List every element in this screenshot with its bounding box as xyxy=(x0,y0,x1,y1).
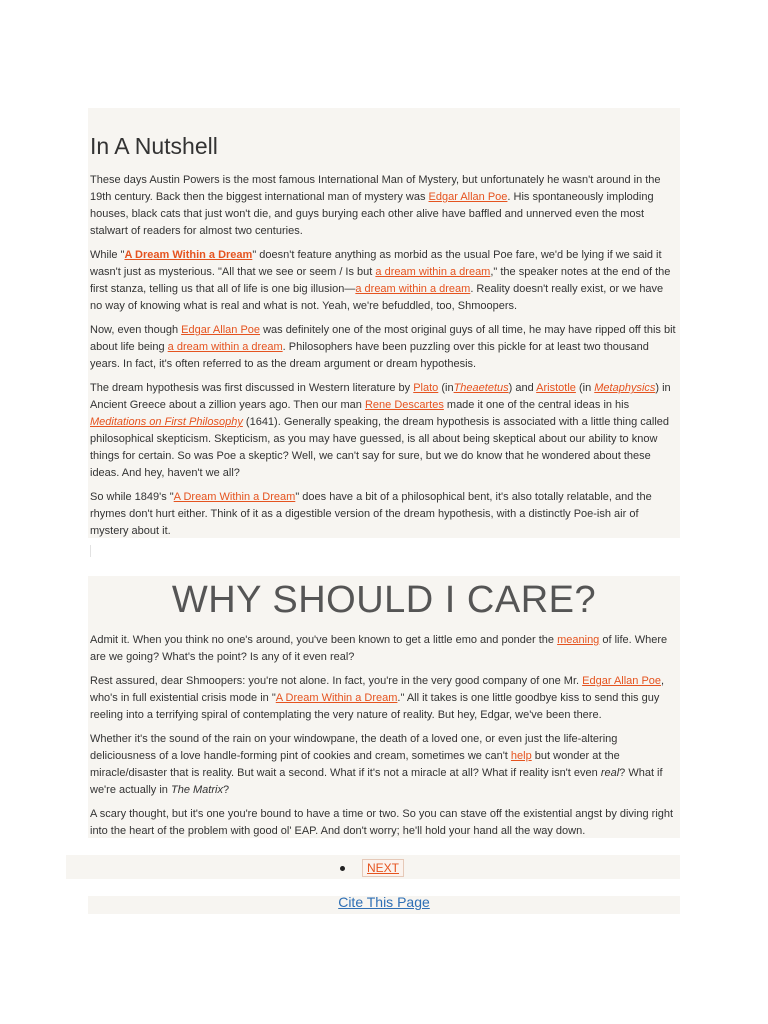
text-run: A scary thought, but it's one you're bound to have a time or two. So you can stave off the existential angst by diving right into the heart of the problem with good ol' EAP. And don't worry; he'll hold your hand all the way down. xyxy=(90,808,674,837)
pagination-list xyxy=(340,859,404,877)
link-meaning[interactable]: meaning xyxy=(557,634,600,646)
text-run: Rest assured, dear Shmoopers: you're not alone. In fact, you're in the very good company of one Mr. xyxy=(90,675,583,687)
nutshell-paragraph-1 xyxy=(90,172,678,240)
text-run: ) and xyxy=(508,382,537,394)
list-bullet-icon xyxy=(340,866,345,871)
cite-bar xyxy=(88,896,680,914)
text-run: While " xyxy=(90,249,125,261)
text-run: Now, even though xyxy=(90,324,182,336)
text-run: ." All it takes is one little goodbye kiss to send this guy reeling into a terrifying spiral of contemplating the very nature of reality. But hey, Edgar, we've been there. xyxy=(90,692,660,721)
care-paragraph-1 xyxy=(90,632,678,666)
in-a-nutshell-section xyxy=(88,108,680,538)
link-a-dream-within-a-dream-title[interactable]: A Dream Within a Dream xyxy=(124,249,253,261)
care-paragraph-2 xyxy=(90,673,678,724)
text-run: . His spontaneously imploding houses, black cats that just won't die, and guys burying each other alive have baffled and unnerved even the most stalwart of readers for almost two centuries. xyxy=(90,191,654,237)
nutshell-paragraph-5 xyxy=(90,489,678,540)
text-run: of life. Where are we going? What's the point? Is any of it even real? xyxy=(90,634,668,663)
cite-this-page-link[interactable]: Cite This Page xyxy=(338,894,430,910)
care-paragraph-3 xyxy=(90,731,678,799)
text-run: made it one of the central ideas in his xyxy=(443,399,630,411)
text-run: was definitely one of the most original guys of all time, he may have ripped off this bit about life being xyxy=(90,324,676,353)
link-a-dream-within-a-dream[interactable]: a dream within a dream xyxy=(167,341,283,353)
text-run: (in xyxy=(575,382,595,394)
link-aristotle[interactable]: Aristotle xyxy=(536,382,576,394)
nutshell-paragraph-4 xyxy=(90,380,678,482)
care-heading: WHY SHOULD I CARE? xyxy=(171,579,597,621)
link-help[interactable]: help xyxy=(510,750,532,762)
text-run: ," the speaker notes at the end of the first stanza, telling us that all of life is one big illusion— xyxy=(90,266,671,295)
link-a-dream-within-a-dream[interactable]: A Dream Within a Dream xyxy=(275,692,398,704)
link-metaphysics[interactable]: Metaphysics xyxy=(594,382,656,394)
link-a-dream-within-a-dream[interactable]: a dream within a dream xyxy=(375,266,491,278)
text-run: ) in Ancient Greece about a zillion years ago. Then our man xyxy=(90,382,671,411)
link-a-dream-within-a-dream[interactable]: a dream within a dream xyxy=(355,283,471,295)
nutshell-paragraph-2 xyxy=(90,247,678,315)
text-run: These days Austin Powers is the most famous International Man of Mystery, but unfortunately he wasn't around in the 19th century. Back then the biggest international man of mystery was xyxy=(90,174,661,203)
text-run: " does have a bit of a philosophical bent, it's also totally relatable, and the rhymes don't hurt either. Think of it as a digestible version of the dream hypothesis, with a distinctly Poe-ish air of mystery about it. xyxy=(90,491,652,537)
text-run: (1641). Generally speaking, the dream hypothesis is associated with a little thing called philosophical skepticism. Skepticism, as you may have guessed, is all about being skeptical about our ability to know things for certain. So was Poe a skeptic? Well, we can't say for sure, but we do know that he wondered about these ideas. And hey, haven't we all? xyxy=(90,416,670,479)
text-run: , who's in full existential crisis mode in " xyxy=(90,675,665,704)
text-run: So while 1849's " xyxy=(90,491,174,503)
why-should-i-care-section xyxy=(88,576,680,838)
text-run: . Reality doesn't really exist, or we have no way of knowing what is real and what is not. Yeah, we're befuddled, too, Shmoopers. xyxy=(90,283,664,312)
link-rene-descartes[interactable]: Rene Descartes xyxy=(364,399,444,411)
link-meditations-on-first-philosophy[interactable]: Meditations on First Philosophy xyxy=(90,416,243,428)
text-run: . Philosophers have been puzzling over this pickle for at least two thousand years. In fact, it's often referred to as the dream argument or dream hypothesis. xyxy=(90,341,649,370)
pagination-nav xyxy=(66,855,680,879)
text-run: (in xyxy=(438,382,454,394)
emphasis-the-matrix: The Matrix xyxy=(170,784,223,796)
text-run: " doesn't feature anything as morbid as the usual Poe fare, we'd be lying if we said it wasn't just as mysterious. "All that we see or seem / Is but xyxy=(90,249,662,278)
link-edgar-allan-poe[interactable]: Edgar Allan Poe xyxy=(428,191,508,203)
link-edgar-allan-poe[interactable]: Edgar Allan Poe xyxy=(582,675,662,687)
care-paragraph-4 xyxy=(90,806,678,840)
text-run: ? xyxy=(222,784,230,796)
link-theaetetus[interactable]: Theaetetus xyxy=(453,382,509,394)
next-button[interactable]: NEXT xyxy=(362,859,404,877)
nutshell-paragraph-3 xyxy=(90,322,678,373)
text-run: ? What if we're actually in xyxy=(90,767,663,796)
link-edgar-allan-poe[interactable]: Edgar Allan Poe xyxy=(181,324,261,336)
link-plato[interactable]: Plato xyxy=(413,382,439,394)
text-run: but wonder at the miracle/disaster that is reality. But wait a second. What if it's not a miracle at all? What if reality isn't even xyxy=(90,750,620,779)
nutshell-heading: In A Nutshell xyxy=(90,133,218,159)
emphasis-real: real xyxy=(600,767,620,779)
link-a-dream-within-a-dream[interactable]: A Dream Within a Dream xyxy=(173,491,296,503)
text-run: Whether it's the sound of the rain on your windowpane, the death of a loved one, or even just the life-altering deliciousness of a love handle-forming pint of cookies and cream, sometimes we can't xyxy=(90,733,618,762)
text-run: The dream hypothesis was first discussed in Western literature by xyxy=(90,382,414,394)
divider-marker xyxy=(90,545,91,557)
text-run: Admit it. When you think no one's around, you've been known to get a little emo and ponder the xyxy=(90,634,558,646)
